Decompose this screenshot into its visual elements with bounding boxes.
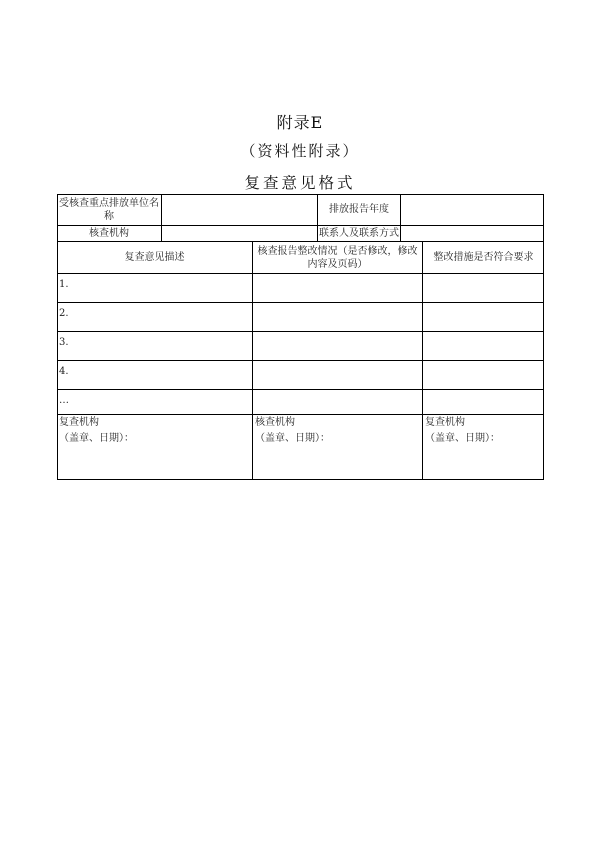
col-divider	[422, 241, 423, 480]
list-item[interactable]: 4.	[59, 366, 69, 377]
enterprise-name-label: 受核查重点排放单位名称	[59, 197, 159, 222]
contact-value[interactable]	[401, 226, 544, 241]
form-title: 复查意见格式	[244, 174, 356, 192]
column-header-rectification-status: 核查报告整改情况（是否修改，修改内容及页码）	[257, 245, 418, 270]
col-divider	[252, 241, 253, 480]
list-item[interactable]: 2.	[59, 308, 69, 319]
list-item[interactable]: 3.	[59, 337, 69, 348]
review-opinion-form	[57, 194, 544, 480]
row-divider	[57, 414, 544, 415]
signature-note: （盖章、日期）：	[425, 433, 500, 444]
row-divider	[57, 302, 544, 303]
list-item[interactable]: …	[59, 395, 69, 406]
list-item[interactable]: 1.	[59, 279, 69, 290]
signature-org-review-2: 复查机构	[425, 417, 465, 428]
contact-label: 联系人及联系方式	[319, 228, 399, 239]
signature-note: （盖章、日期）：	[59, 433, 134, 444]
appendix-nature: （资料性附录）	[240, 142, 360, 160]
column-header-review-description: 复查意见描述	[124, 252, 185, 263]
verification-agency-label: 核查机构	[89, 228, 129, 239]
report-year-value[interactable]	[401, 194, 544, 225]
row-divider	[57, 389, 544, 390]
column-header-compliance: 整改措施是否符合要求	[433, 252, 534, 263]
report-year-label: 排放报告年度	[329, 204, 389, 215]
signature-org-verification: 核查机构	[255, 417, 295, 428]
signature-org-review: 复查机构	[59, 417, 99, 428]
row-divider	[57, 273, 544, 274]
enterprise-name-value[interactable]	[162, 194, 317, 225]
appendix-label: 附录E	[276, 113, 324, 132]
row-divider	[57, 360, 544, 361]
row-divider	[57, 331, 544, 332]
verification-agency-value[interactable]	[162, 226, 317, 241]
signature-note: （盖章、日期）：	[255, 433, 330, 444]
